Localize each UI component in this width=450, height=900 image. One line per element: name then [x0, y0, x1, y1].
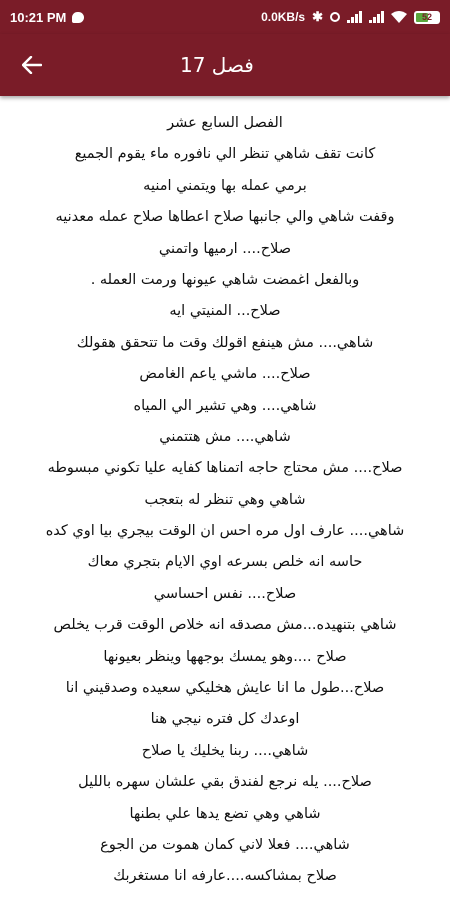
chapter-line: كانت تقف شاهي تنظر الي نافوره ماء يقوم الجميع: [74, 146, 376, 163]
status-bar: [0, 0, 450, 34]
chapter-line: شاهي.... مش هتتمني: [159, 428, 291, 445]
chapter-line: اوعدك كل فتره نيجي هنا: [150, 711, 300, 728]
chapter-line: وبالفعل اغمضت شاهي عيونها ورمت العمله .: [90, 271, 360, 288]
chapter-line: شاهي.... ربنا يخليك يا صلاح: [141, 742, 309, 759]
chapter-content[interactable]: [0, 108, 450, 893]
status-left: [10, 10, 84, 25]
chapter-line: شاهي.... عارف اول مره احس ان الوقت بيجري بيا اوي كده: [45, 523, 405, 540]
chapter-line: صلاح.... مش محتاج حاجه اتمناها كفايه عليا تكوني مبسوطه: [47, 460, 403, 477]
chapter-line: الفصل السابع عشر: [167, 115, 283, 131]
alarm-icon: [330, 12, 340, 22]
chapter-line: صلاح.... ارميها واتمني: [158, 240, 292, 257]
chapter-line: صلاح.... يله نرجع لفندق بقي علشان سهره بالليل: [78, 774, 372, 791]
message-notification-icon: [72, 12, 84, 23]
status-time: 10:21 PM: [10, 9, 67, 25]
chapter-line: شاهي بتنهيده...مش مصدقه انه خلاص الوقت قرب يخلص: [53, 617, 397, 634]
battery-icon: [414, 11, 440, 24]
chapter-line: حاسه انه خلص بسرعه اوي الايام بتجري معاك: [87, 554, 363, 571]
app-bar: [0, 34, 450, 96]
network-speed: 0.0KB/s: [261, 10, 306, 24]
chapter-line: شاهي وهي تضع يدها علي بطنها: [129, 805, 321, 822]
back-button[interactable]: [10, 43, 54, 87]
chapter-line: وقفت شاهي والي جانبها صلاح اعطاها صلاح عمله معدنيه: [55, 209, 395, 226]
page-title: فصل 17: [180, 53, 254, 77]
wifi-icon: [391, 11, 407, 23]
bluetooth-icon: ✱: [312, 9, 323, 24]
chapter-line: شاهي.... وهي تشير الي المياه: [133, 397, 317, 414]
chapter-line: صلاح بمشاكسه....عارفه انا مستغربك: [113, 868, 337, 885]
battery-level: 52: [421, 12, 432, 22]
chapter-line: شاهي وهي تنظر له بتعجب: [144, 491, 306, 508]
status-right: [261, 9, 440, 25]
signal-icon-2: [369, 11, 384, 23]
signal-icon: [347, 11, 362, 23]
chapter-line: صلاح...طول ما انا عايش هخليكي سعيده وصدقيني انا: [65, 680, 385, 697]
chapter-line: شاهي.... فعلا لاني كمان هموت من الجوع: [100, 836, 350, 853]
chapter-line: صلاح.... نفس احساسي: [153, 585, 297, 602]
chapter-line: صلاح... المنيتي ايه: [169, 303, 281, 320]
chapter-line: صلاح ....وهو يمسك بوجهها وينظر بعيونها: [103, 648, 347, 665]
chapter-line: صلاح.... ماشي ياعم الغامض: [139, 366, 311, 383]
chapter-line: شاهي.... مش هينفع اقولك وقت ما تتحقق هقولك: [76, 334, 374, 351]
arrow-left-icon: [22, 56, 42, 74]
chapter-line: برمي عمله بها ويتمني امنيه: [143, 177, 307, 194]
